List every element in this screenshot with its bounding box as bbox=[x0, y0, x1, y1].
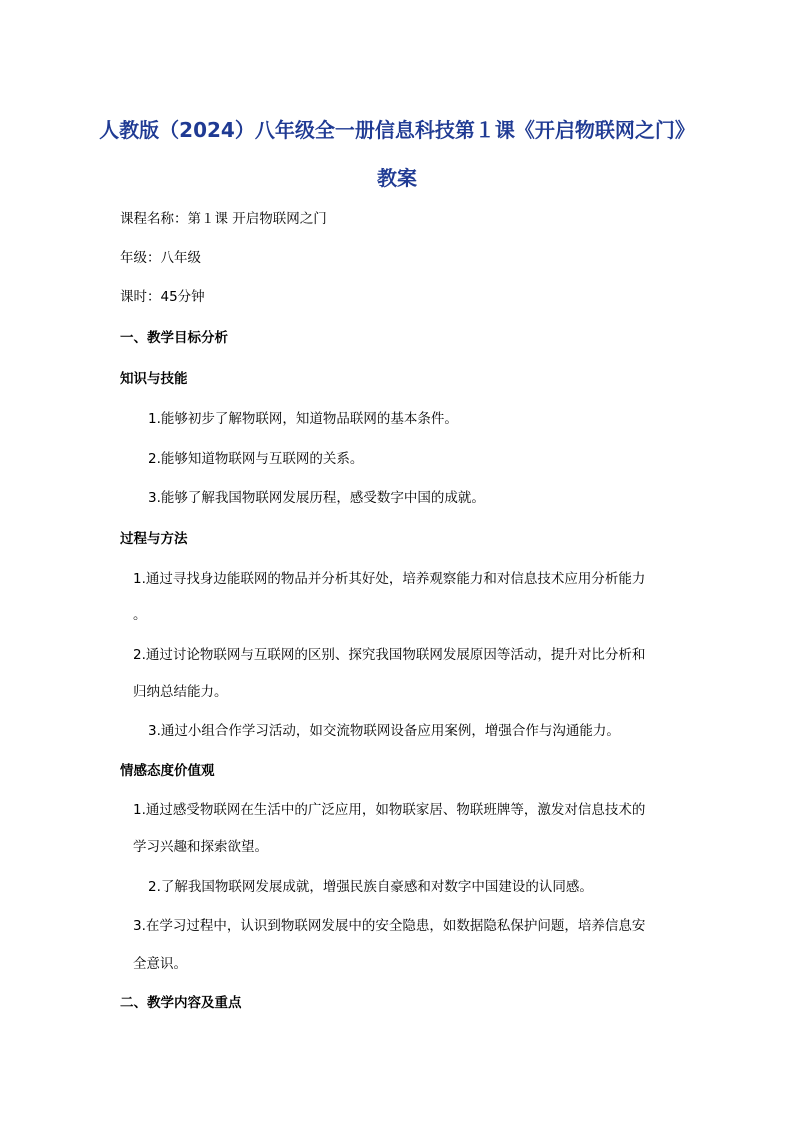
grade: 年级：八年级 bbox=[120, 250, 201, 266]
emotion-item-line: 3.在学习过程中，认识到物联网发展中的安全隐患，如数据隐私保护问题，培养信息安 bbox=[133, 918, 646, 934]
course-name: 课程名称：第１课 开启物联网之门 bbox=[120, 211, 327, 227]
emotion-item-line: 全意识。 bbox=[133, 956, 187, 972]
emotion-item-line: 1.通过感受物联网在生活中的广泛应用，如物联家居、物联班牌等，激发对信息技术的 bbox=[133, 802, 646, 818]
process-item-line: 2.通过讨论物联网与互联网的区别、探究我国物联网发展原因等活动，提升对比分析和 bbox=[133, 647, 646, 663]
subheading-knowledge-skills: 知识与技能 bbox=[120, 371, 188, 387]
process-item-line: 3.通过小组合作学习活动，如交流物联网设备应用案例，增强合作与沟通能力。 bbox=[148, 723, 620, 739]
section-heading-content-focus: 二、教学内容及重点 bbox=[120, 995, 242, 1011]
class-hours: 课时：45分钟 bbox=[120, 289, 205, 305]
knowledge-item: 3.能够了解我国物联网发展历程，感受数字中国的成就。 bbox=[148, 490, 485, 506]
document-title-line-2: 教案 bbox=[377, 166, 417, 190]
process-item-line: 1.通过寻找身边能联网的物品并分析其好处，培养观察能力和对信息技术应用分析能力 bbox=[133, 571, 646, 587]
emotion-item-line: 2.了解我国物联网发展成就，增强民族自豪感和对数字中国建设的认同感。 bbox=[148, 879, 593, 895]
knowledge-item: 1.能够初步了解物联网，知道物品联网的基本条件。 bbox=[148, 411, 458, 427]
section-heading-teaching-goals: 一、教学目标分析 bbox=[120, 330, 228, 346]
process-item-line: 。 bbox=[133, 607, 147, 623]
knowledge-item: 2.能够知道物联网与互联网的关系。 bbox=[148, 451, 364, 467]
subheading-emotion-values: 情感态度价值观 bbox=[120, 763, 215, 779]
subheading-process-methods: 过程与方法 bbox=[120, 531, 188, 547]
emotion-item-line: 学习兴趣和探索欲望。 bbox=[133, 839, 268, 855]
document-title-line-1: 人教版（2024）八年级全一册信息科技第１课《开启物联网之门》 bbox=[99, 118, 695, 142]
process-item-line: 归纳总结能力。 bbox=[133, 684, 228, 700]
